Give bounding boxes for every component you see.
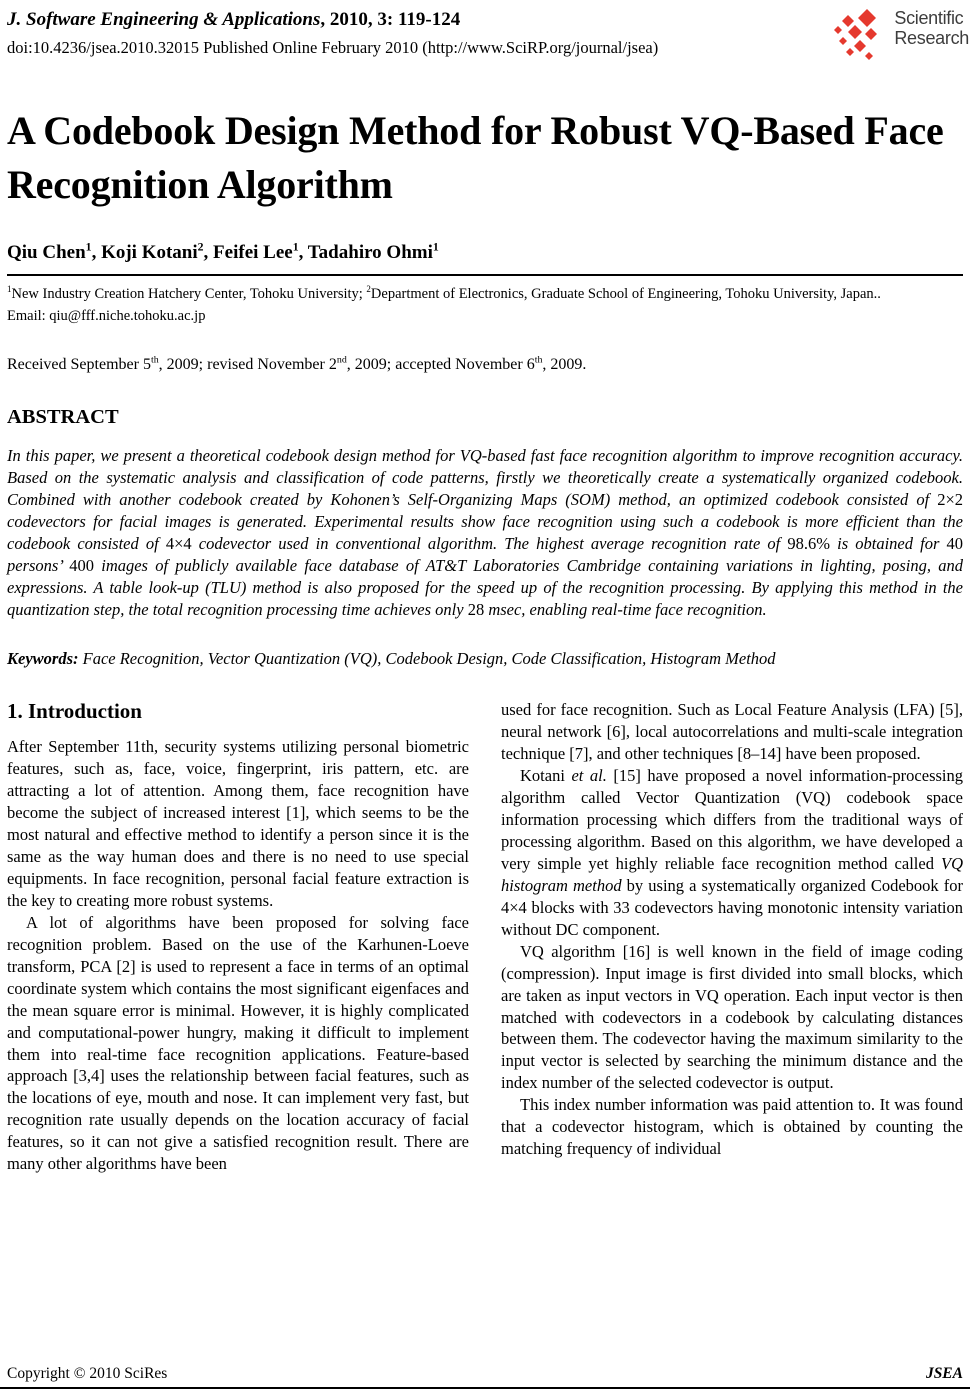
paragraph: Kotani et al. [15] have proposed a novel information-processing algorithm called Vector Quantization (VQ) codebook space information processing which differs from the traditional ways of processing algorithm. Based on this algorithm, we have developed a very simple yet highly reliable face recognition method called VQ histogram method by using a systematically organized Codebook for 4×4 blocks with 33 codevectors having monotonic intensity variation without DC component. bbox=[501, 766, 963, 939]
page-footer bbox=[7, 1365, 963, 1383]
scientific-research-logo bbox=[831, 8, 969, 62]
keywords-line: Keywords: Face Recognition, Vector Quantization (VQ), Codebook Design, Code Classification, Histogram Method bbox=[7, 649, 776, 669]
authors-line: Qiu Chen$^1$, Koji Kotani$^2$, Feifei Lee$^1$, Tadahiro Ohmi$^1$ bbox=[7, 240, 439, 263]
logo-text-line2: Research bbox=[894, 28, 969, 48]
section-heading-introduction: 1. Introduction bbox=[7, 699, 142, 724]
red-diamonds-cluster-icon bbox=[831, 8, 889, 62]
journal-citation: J. Software Engineering & Applications, 2010, 3: 119-124 bbox=[7, 9, 461, 30]
logo-text bbox=[894, 8, 969, 48]
logo-text-line1: Scientific bbox=[894, 8, 964, 28]
paragraph: VQ algorithm [16] is well known in the field of image coding (compression). Input image is first divided into small blocks, which are taken as input vectors in VQ operation. Each input vector is then matched with codevectors in a codebook by calculating distances between them. The codevector having the maximum similarity to the input vector is selected by searching the minimum distance and the index number of the selected codevector is output. bbox=[501, 941, 963, 1093]
paragraph: used for face recognition. Such as Local Feature Analysis (LFA) [5], neural network [6], local autocorrelations and multi-scale integration technique [7], and other techniques [8–14] have been proposed. bbox=[501, 700, 963, 764]
footer-journal-abbrev: JSEA bbox=[925, 1365, 963, 1382]
page-header bbox=[7, 6, 969, 62]
authors-divider bbox=[7, 274, 963, 276]
left-column bbox=[7, 699, 469, 1175]
footer-copyright: Copyright © 2010 SciRes bbox=[7, 1365, 168, 1382]
article-title: A Codebook Design Method for Robust VQ-Based Face Recognition Algorithm bbox=[7, 108, 944, 207]
paragraph: After September 11th, security systems utilizing personal biometric features, such as, face, voice, fingerprint, iris pattern, etc. are attracting a lot of attention. Among them, face recognition have become the subject of increased interest [1], which seems to be the most natural and effective method to identify a person since it is the same as the way human does and there is no need to use special equipments. In face recognition, personal facial feature extraction is the key to creating more robust systems. bbox=[7, 737, 469, 910]
email-line: Email: qiu@fff.niche.tohoku.ac.jp bbox=[7, 307, 206, 324]
paragraph: This index number information was paid attention to. It was found that a codevector histogram, which is obtained by counting the matching frequency of individual bbox=[501, 1095, 963, 1159]
right-column bbox=[501, 699, 963, 1175]
doi-line: doi:10.4236/jsea.2010.32015 Published Online February 2010 (http://www.SciRP.org/journal/jsea) bbox=[7, 37, 659, 57]
journal-header-block bbox=[7, 6, 658, 59]
abstract-body: In this paper, we present a theoretical codebook design method for VQ-based fast face recognition algorithm to improve recognition accuracy. Based on the systematic analysis and classification of code patterns, firstly we theoretically create a systematically organized codebook. Combined with another codebook created by Kohonen’s Self-Organizing Maps (SOM) method, an optimized codebook consisted of 2×2 codevectors for facial images is generated. Experimental results show face recognition using such a codebook is more efficient than the codebook consisted of 4×4 codevector used in conventional algorithm. The highest average recognition rate of 98.6% is obtained for 40 persons’ 400 images of publicly available face database of AT&T Laboratories Cambridge containing variations in lighting, posing, and expressions. A table look-up (TLU) method is also proposed for the speed up of the recognition processing. By applying this method in the quantization step, the total recognition processing time achieves only 28 msec, enabling real-time face recognition. bbox=[7, 445, 963, 620]
affiliation: $^1$New Industry Creation Hatchery Center, Tohoku University; $^2$Department of Electronics, Graduate School of Engineering, Tohoku University, Japan.. bbox=[7, 284, 881, 302]
received-dates: Received September 5th, 2009; revised November 2nd, 2009; accepted November 6th, 2009. bbox=[7, 354, 587, 373]
two-column-body bbox=[7, 699, 963, 1175]
abstract-heading: ABSTRACT bbox=[7, 405, 119, 428]
paragraph: A lot of algorithms have been proposed for solving face recognition problem. Based on the use of the Karhunen-Loeve transform, PCA [2] is used to represent a face in terms of an optimal coordinate system which contains the most significant eigenfaces and the mean square error is minimal. However, it is highly complicated and computational-power hungry, making it difficult to implement them into real-time face recognition applications. Feature-based approach [3,4] uses the relationship between facial features, such as the locations of eye, mouth and nose. It can implement very fast, but recognition rate usually depends on the location accuracy of facial features, so it can not give a satisfied recognition result. There are many other algorithms have been bbox=[7, 912, 469, 1174]
